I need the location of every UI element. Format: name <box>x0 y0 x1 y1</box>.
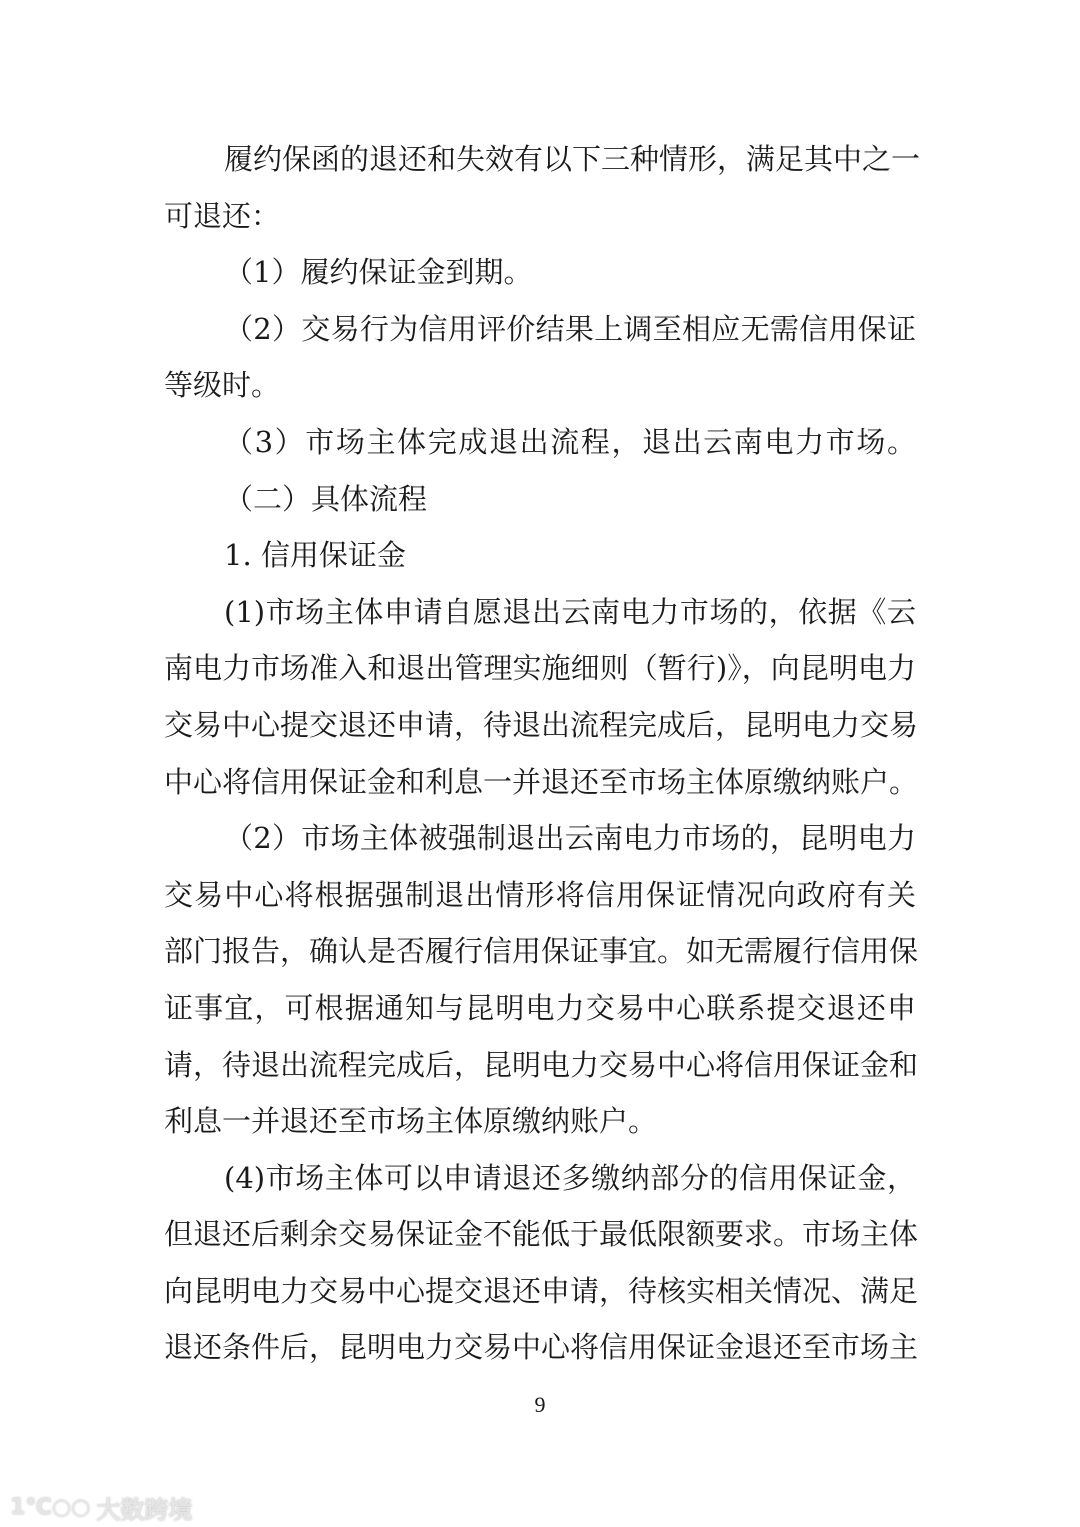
text-line: 部门报告，确认是否履行信用保证事宜。如无需履行信用保 <box>164 934 919 969</box>
text-line: 但退还后剩余交易保证金不能低于最低限额要求。市场主体 <box>164 1217 919 1252</box>
text-line: 交易中心将根据强制退出情形将信用保证情况向政府有关 <box>164 877 916 912</box>
document-body <box>164 131 921 1376</box>
text-line: 利息一并退还至市场主体原缴纳账户。 <box>164 1104 658 1139</box>
text-line: 1. 信用保证金 <box>224 538 406 573</box>
watermark-logo-icon: 1℃○○ <box>10 1495 91 1520</box>
text-line: 可退还： <box>164 198 281 233</box>
text-line: （2）市场主体被强制退出云南电力市场的，昆明电力 <box>224 821 916 856</box>
text-line: （3）市场主体完成退出流程，退出云南电力市场。 <box>224 424 916 459</box>
text-line: （2）交易行为信用评价结果上调至相应无需信用保证 <box>224 311 916 346</box>
text-line: 交易中心提交退还申请，待退出流程完成后，昆明电力交易 <box>164 707 919 742</box>
text-line: 请，待退出流程完成后，昆明电力交易中心将信用保证金和 <box>164 1047 919 1082</box>
text-line: 中心将信用保证金和利息一并退还至市场主体原缴纳账户。 <box>164 764 919 799</box>
text-line: 等级时。 <box>164 368 281 403</box>
text-line: (4)市场主体可以申请退还多缴纳部分的信用保证金， <box>224 1160 916 1195</box>
watermark-text: 大数跨境 <box>96 1496 193 1524</box>
text-line: （二）具体流程 <box>224 481 428 516</box>
text-line: 南电力市场准入和退出管理实施细则（暂行)》，向昆明电力 <box>164 651 916 686</box>
text-line: 向昆明电力交易中心提交退还申请，待核实相关情况、满足 <box>164 1273 919 1308</box>
text-line: （1）履约保证金到期。 <box>224 255 533 290</box>
text-line: 履约保函的退还和失效有以下三种情形，满足其中之一 <box>224 142 921 176</box>
text-line: 证事宜，可根据通知与昆明电力交易中心联系提交退还申 <box>164 990 916 1025</box>
page-number: 9 <box>534 1392 546 1417</box>
text-line: (1)市场主体申请自愿退出云南电力市场的，依据《云 <box>224 594 916 629</box>
watermark <box>10 1490 192 1525</box>
text-line: 退还条件后，昆明电力交易中心将信用保证金退还至市场主 <box>164 1330 919 1365</box>
